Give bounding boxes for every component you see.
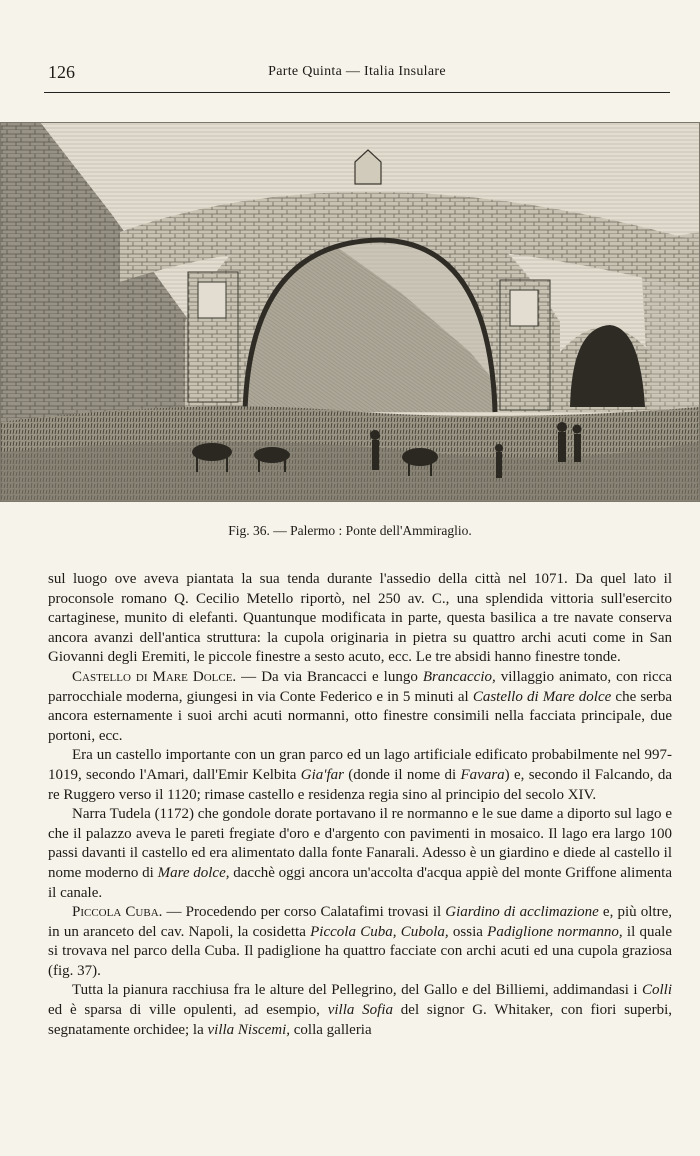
text-run: — Procedendo per corso Calatafimi trovasi il (162, 904, 446, 921)
paragraph (48, 805, 672, 903)
section-heading: Castello di Mare Dolce. (72, 668, 237, 685)
paragraph: sul luogo ove aveva piantata la sua tenda durante l'assedio della città nel 1071. Da quel lato il proconsole romano Q. Cecilio Metello riportò, nel 250 av. C., una splendida vittoria sull'esercito cartaginese, munito di elefanti. Quantunque modificata in parte, questa basilica a tre navate conserva ancora avanzi dell'antica struttura: la cupola originaria in pietra su quattro archi acuti come in San Giovanni degli Eremiti, le piccole finestre a sesto acuto, ecc. Le tre absidi hanno finestre tonde. (48, 571, 672, 666)
italic-run: villa Niscemi, (207, 1021, 291, 1038)
italic-run: Padiglione normanno, (487, 923, 623, 940)
italic-run: Mare dolce, (157, 864, 230, 881)
text-run: che serba ancora esternamente i suoi archi acuti normanni, otto finestre consimili nella facciata principale, due portoni, ecc. (48, 688, 672, 744)
italic-run: Castello di Mare dolce (472, 688, 612, 705)
italic-run: Colli (641, 982, 672, 999)
page-header (44, 62, 670, 86)
text-run: Narra Tudela (1172) che gondole dorate portavano il re normanno e le sue dame a diporto sul lago e che il palazzo aveva le pareti fregiate d'oro e d'argento con pavimenti in mosaico. Il lago era largo 100 passi davanti il castello ed era alimentato dalla fonte Fanarali. Adesso è un giardino e diede al castello il nome moderno di (48, 806, 672, 881)
text-run: ) e, secondo il Falcando, da re Ruggero verso il 1120; rimase castello e residenza regia sino al principio del secolo XIV. (48, 766, 673, 803)
text-run: (donde il nome di (343, 766, 461, 783)
italic-run: Piccola Cuba, Cubola, (310, 923, 449, 940)
header-rule (44, 92, 670, 93)
paragraph (48, 668, 672, 746)
text-run: del signor G. Whitaker, con fiori superbi, segnatamente orchidee; la (48, 1002, 672, 1038)
bridge-engraving-image (0, 122, 700, 502)
page-number: 126 (48, 62, 75, 82)
engraving-illustration (0, 122, 700, 502)
paragraph (48, 981, 672, 1040)
text-run: — Da via Brancacci e lungo (236, 668, 423, 685)
text-run: Tutta la pianura racchiusa fra le alture del Pellegrino, del Gallo e del Billiemi, addimandasi i (72, 982, 642, 999)
text-run: e, più oltre, in un aranceto del cav. Napoli, la cosidetta (48, 904, 672, 940)
paragraph (48, 903, 672, 981)
running-title: Parte Quinta — Italia Insulare (268, 64, 446, 79)
italic-run: Favara (460, 766, 505, 783)
paragraph (48, 746, 672, 805)
text-run: ed è sparsa di ville opulenti, ad esempio, (48, 1002, 328, 1019)
text-run: Era un castello importante con un gran parco ed un lago artificiale edificato probabilmente nel 997-1019, secondo l'Amari, dall'Emir Kelbita (48, 747, 672, 783)
text-run: villaggio animato, con ricca parrocchiale moderna, giungesi in via Conte Federico e in 5 minuti al (48, 668, 672, 705)
section-heading: Piccola Cuba. (72, 904, 163, 921)
italic-run: Giardino di acclimazione (445, 904, 599, 921)
text-run: colla galleria (290, 1021, 372, 1038)
text-run: il quale si trovava nel parco della Cuba. Il padiglione ha quattro facciate con archi acuti ed una cupola graziosa (fig. 37). (48, 923, 673, 979)
figure-caption: Fig. 36. — Palermo : Ponte dell'Ammiraglio. (228, 523, 472, 538)
body-text (48, 570, 672, 1040)
italic-run: Gia'far (300, 766, 344, 783)
italic-run: villa Sofia (327, 1002, 394, 1019)
italic-run: Brancaccio, (422, 668, 496, 685)
text-run: ossia (448, 923, 488, 940)
text-run: dacchè oggi ancora un'accolta d'acqua appiè del monte Griffone alimenta il canale. (48, 864, 672, 901)
